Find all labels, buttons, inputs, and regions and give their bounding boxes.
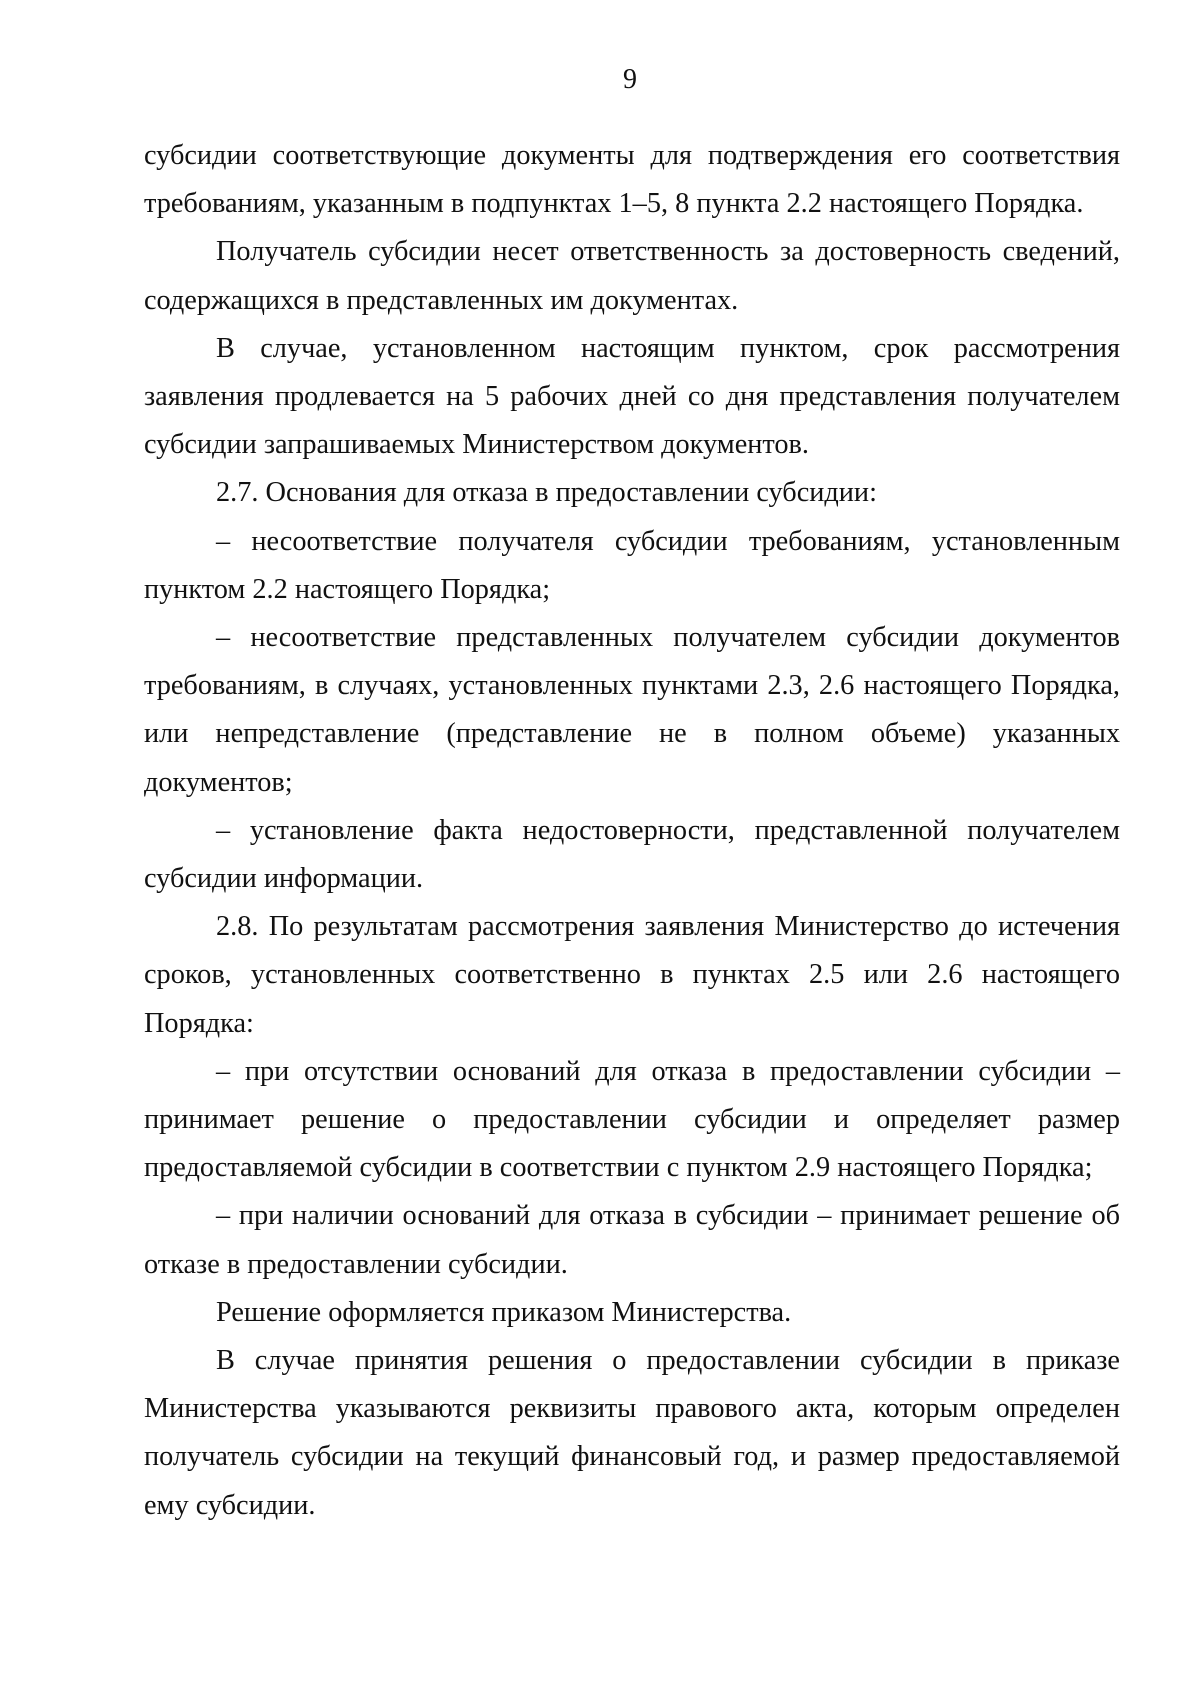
paragraph-order-details: В случае принятия решения о предоставлении субсидии в приказе Министерства указываются реквизиты правового акта, которым определен получатель субсидии на текущий финансовый год, и размер предоставляемой ему субсидии. — [144, 1345, 1120, 1521]
list-item-decision-grant: – при отсутствии оснований для отказа в предоставлении субсидии – принимает решение о предоставлении субсидии и определяет размер предоставляемой субсидии в соответствии с пунктом 2.9 настоящего Порядка; — [144, 1055, 1120, 1184]
list-item-refusal-1: – несоответствие получателя субсидии требованиям, установленным пунктом 2.2 настоящего Порядка; — [144, 525, 1120, 605]
list-item-refusal-2: – несоответствие представленных получателем субсидии документов требованиям, в случаях, установленных пунктами 2.3, 2.6 настоящего Порядка, или непредставление (представление не в полном объеме) указанных документов; — [144, 622, 1120, 798]
document-body — [144, 132, 1120, 1530]
page-number: 9 — [623, 64, 637, 95]
list-item-decision-refuse: – при наличии оснований для отказа в субсидии – принимает решение об отказе в предоставлении субсидии. — [144, 1200, 1120, 1280]
list-item-refusal-3: – установление факта недостоверности, представленной получателем субсидии информации. — [144, 814, 1120, 895]
paragraph-continuation: субсидии соответствующие документы для подтверждения его соответствия требованиям, указанным в подпунктах 1–5, 8 пункта 2.2 настоящего Порядка. — [144, 140, 1120, 220]
paragraph-responsibility: Получатель субсидии несет ответственность за достоверность сведений, содержащихся в представленных им документах. — [144, 236, 1120, 316]
paragraph-order-note: Решение оформляется приказом Министерства. — [216, 1296, 792, 1328]
paragraph-2-7-heading: 2.7. Основания для отказа в предоставлении субсидии: — [216, 477, 877, 509]
paragraph-review-extension: В случае, установленном настоящим пунктом, срок рассмотрения заявления продлевается на 5 рабочих дней со дня представления получателем субсидии запрашиваемых Министерством документов. — [144, 332, 1120, 461]
paragraph-2-8-heading: 2.8. По результатам рассмотрения заявления Министерство до истечения сроков, установленных соответственно в пунктах 2.5 или 2.6 настоящего Порядка: — [144, 911, 1120, 1039]
